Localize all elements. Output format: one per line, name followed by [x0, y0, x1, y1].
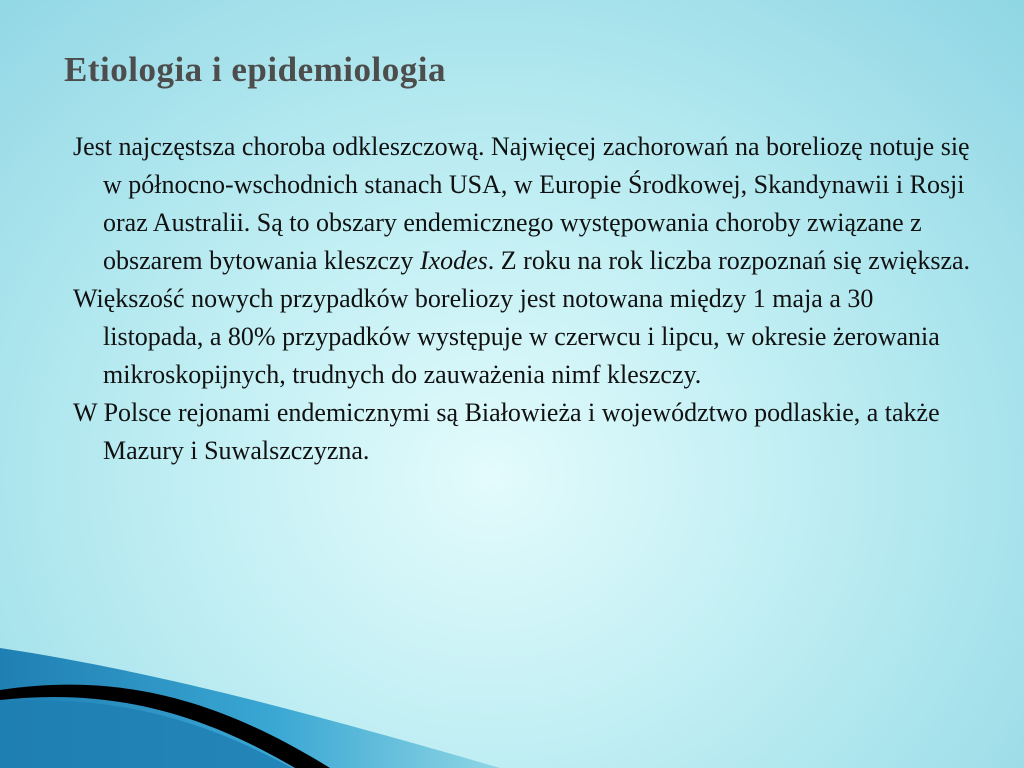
swoosh-blue-band	[0, 648, 500, 768]
slide-body	[73, 128, 978, 470]
slide-title: Etiologia i epidemiologia	[64, 50, 446, 89]
paragraph-epidemiology-text-start: Jest najczęstsza choroba odkleszczową. Najwięcej zachorowań na boreliozę notuje się w północno-wschodnich stanach USA, w Europie Środkowej, Skandynawii i Rosji oraz Australii. Są to obszary endemicznego występowania choroby związane z obszarem bytowania kleszczy	[73, 132, 970, 275]
paragraph-poland-regions: W Polsce rejonami endemicznymi są Białowieża i województwo podlaskie, a także Mazury i Suwalszczyzna.	[73, 398, 940, 465]
paragraph-epidemiology-text-end: . Z roku na rok liczba rozpoznań się zwiększa.	[487, 246, 971, 275]
paragraph-epidemiology	[73, 128, 978, 280]
paragraph-seasonality: Większość nowych przypadków boreliozy jest notowana między 1 maja a 30 listopada, a 80% przypadków występuje w czerwcu i lipcu, w okresie żerowania mikroskopijnych, trudnych do zauważenia nimf kleszczy.	[73, 284, 940, 389]
swoosh-black-stripe	[0, 685, 330, 768]
swoosh-dark-blue-band	[0, 700, 292, 768]
species-name-ixodes: Ixodes	[419, 246, 488, 275]
